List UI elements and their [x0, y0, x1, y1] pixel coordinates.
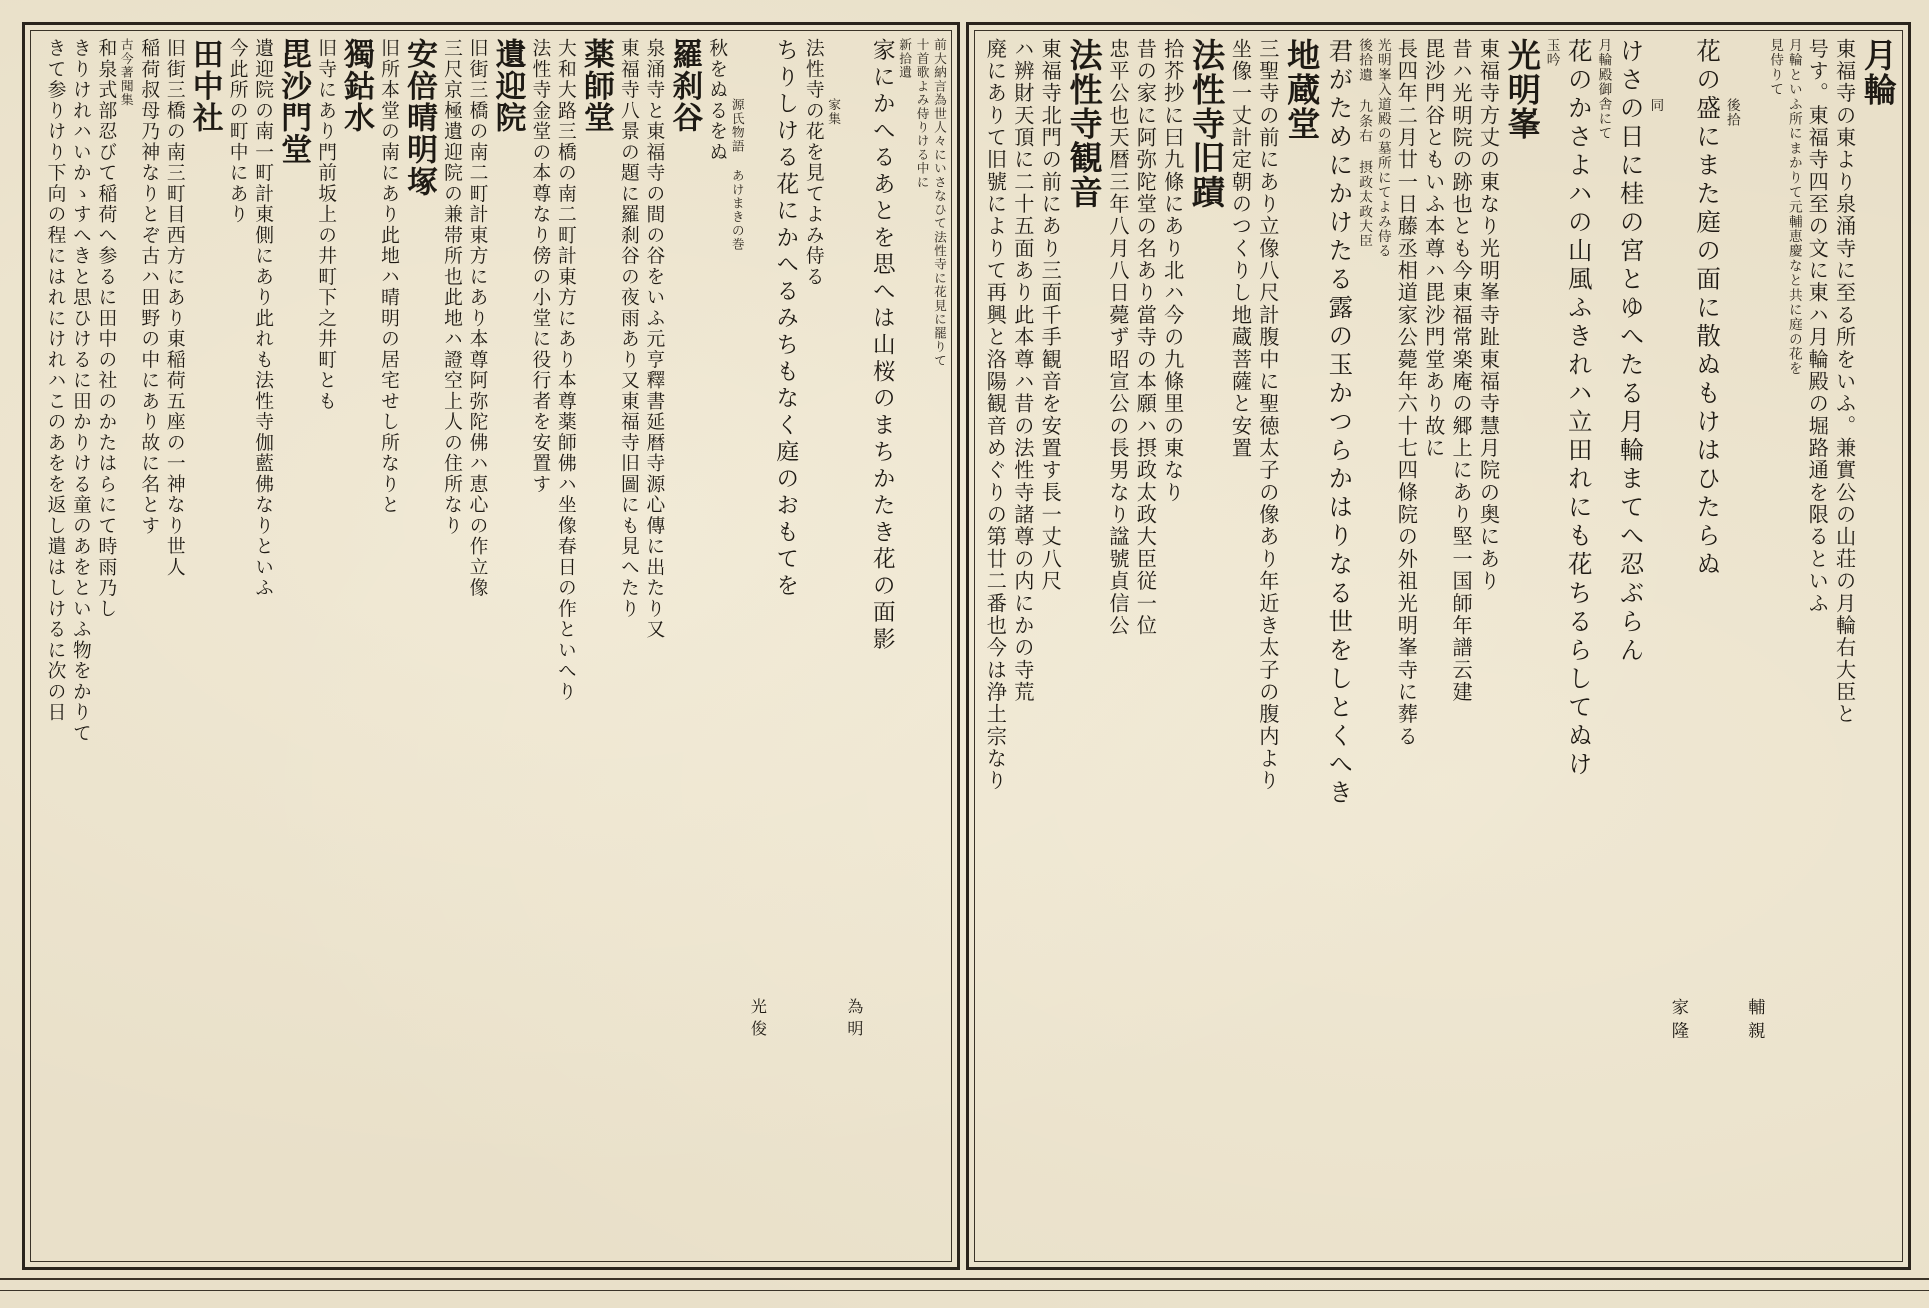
- body-text: 東福寺北門の前にあり三面千手観音を安置す長一丈八尺: [1038, 38, 1063, 593]
- poem-line: 花の盛にまた庭の面に散ぬもけはひたらぬ: [1693, 38, 1723, 580]
- section-heading: 薬師堂: [578, 38, 615, 134]
- body-text: 大和大路三橋の南二町計東方にあり本尊薬師佛ハ坐像春日の作といへり: [554, 38, 576, 702]
- body-text: 三尺京極遺迎院の兼帯所也此地ハ證空上人の住所なり: [441, 38, 462, 536]
- body-text: 東福寺方丈の東なり光明峯寺趾東福寺慧月院の奥にあり: [1476, 38, 1501, 593]
- body-text: きて参りけり下向の程にはれにけれハこのあをを返し遣はしけるに次の日: [44, 38, 66, 723]
- body-text: 泉涌寺と東福寺の間の谷をいふ元亨釋書延暦寺源心傳に出たり又: [643, 38, 665, 640]
- body-text: 拾芥抄に曰九條にあり北ハ今の九條里の東なり: [1160, 38, 1185, 504]
- body-text: 三聖寺の前にあり立像八尺計腹中に聖徳太子の像あり年近き太子の腹内より: [1255, 38, 1280, 793]
- body-text: 旧寺にあり門前坂上の井町下之井町とも: [315, 38, 337, 412]
- section-heading: 獨鈷水: [338, 38, 375, 134]
- section-heading: 田中社: [187, 38, 224, 134]
- section-heading: 羅刹谷: [666, 38, 703, 134]
- annotation-text: 光明峯入道殿の墓所にてよみ侍る: [1374, 38, 1391, 259]
- body-text: 旧所本堂の南にあり此地ハ晴明の居宅せし所なりと: [378, 38, 400, 516]
- body-text: 毘沙門谷ともいふ本尊ハ毘沙門堂あり故に: [1421, 38, 1446, 460]
- body-text: 東福寺八景の題に羅刹谷の夜雨あり又東福寺旧圖にも見へたり: [617, 38, 639, 619]
- body-text: 廃にありて旧號によりて再興と洛陽観音めぐりの第廿二番也今は浄土宗なり: [983, 38, 1008, 793]
- body-text: 稲荷叔母乃神なりとぞ古ハ田野の中にあり故に名とす: [138, 38, 160, 536]
- poet-name: 光俊: [748, 998, 768, 1043]
- body-text: 和泉式部忍びて稲荷へ参るに田中の社のかたはらにて時雨乃し: [95, 38, 117, 619]
- body-text: 号す。東福寺四至の文に東ハ月輪殿の堀路通を限るといふ: [1805, 38, 1830, 615]
- annotation-text: 源氏物語 あけまきの巻: [729, 98, 745, 252]
- body-text: 旧街三橋の南三町目西方にあり東稲荷五座の一神なり世人: [163, 38, 185, 578]
- annotation-text: 新拾遺: [897, 38, 913, 80]
- section-heading: 安倍晴明塚: [401, 38, 438, 198]
- poem-line: けさの日に桂の宮とゆへたる月輪まてへ忍ぶらん: [1616, 38, 1646, 666]
- poet-name: 輔親: [1744, 998, 1765, 1045]
- annotation-text: 後拾遺 九条右 摂政太政大臣: [1356, 38, 1373, 249]
- section-heading: 地蔵堂: [1282, 38, 1322, 141]
- bottom-rule-thin: [0, 1290, 1929, 1291]
- annotation-text: 月輪といふ所にまかりて元輔恵慶なと共に庭の花を: [1785, 38, 1802, 376]
- annotation-text: 家集: [826, 98, 842, 126]
- annotation-text: 同: [1647, 98, 1664, 113]
- body-text: 旧街三橋の南二町計東方にあり本尊阿弥陀佛ハ恵心の作立像: [466, 38, 488, 599]
- body-text: 坐像一丈計定朝のつくりし地蔵菩薩と安置: [1228, 38, 1253, 460]
- body-text: 忠平公也天暦三年八月八日薨ず昭宣公の長男なり諡號貞信公: [1105, 38, 1130, 637]
- annotation-text: 後拾: [1723, 98, 1740, 128]
- poet-name: 為明: [844, 998, 864, 1043]
- bottom-rule: [0, 1278, 1929, 1280]
- annotation-text: 見侍りて: [1767, 38, 1784, 97]
- body-text: 長四年二月廿一日藤丞相道家公薨年六十七四條院の外祖光明峯寺に葬る: [1394, 38, 1419, 748]
- body-text: 昔ハ光明院の跡也とも今東福常楽庵の郷上にあり堅一国師年譜云建: [1449, 38, 1474, 704]
- section-heading: 月輪: [1858, 38, 1898, 107]
- poet-name: 家隆: [1667, 998, 1688, 1045]
- body-text: 法性寺金堂の本尊なり傍の小堂に役行者を安置す: [529, 38, 551, 495]
- annotation-text: 前大納言為世人々にいさなひて法性寺に花見に罷りて: [931, 38, 947, 368]
- section-heading: 遺迎院: [489, 38, 526, 134]
- annotation-text: 古今著聞集: [118, 38, 134, 107]
- annotation-text: 玉吟: [1543, 38, 1560, 68]
- body-text: きりけれハいかゝすへきと思ひけるに田かりける童のあをといふ物をかりて: [69, 38, 91, 744]
- body-text: ハ辨財天頂に二十五面あり此本尊ハ昔の法性寺諸尊の内にかの寺荒: [1010, 38, 1035, 704]
- body-text: 遺迎院の南一町計東側にあり此れも法性寺伽藍佛なりといふ: [252, 38, 274, 599]
- body-text: 秋をぬるをぬ: [706, 38, 728, 163]
- body-text: 昔の家に阿弥陀堂の名あり當寺の本願ハ摂政太政大臣従一位: [1133, 38, 1158, 637]
- poem-line: 君がためにかけたる露の玉かつらかはりなる世をしとくへき: [1325, 38, 1355, 808]
- body-text: 今此所の町中にあり: [226, 38, 248, 225]
- annotation-text: 月輪殿御舎にて: [1595, 38, 1612, 141]
- body-text: 法性寺の花を見てよみ侍る: [802, 38, 824, 287]
- poem-line: ちりしける花にかへるみちもなく庭のおもてを: [772, 38, 799, 601]
- annotation-text: 十首歌よみ侍りける中に: [914, 38, 930, 189]
- poem-line: 家にかへるあとを思へは山桜のまちかたき花の面影: [868, 38, 895, 654]
- section-heading: 光明峯: [1502, 38, 1542, 141]
- section-heading: 法性寺旧蹟: [1187, 38, 1227, 209]
- body-text: 東福寺の東より泉涌寺に至る所をいふ。兼實公の山荘の月輪右大臣と: [1832, 38, 1857, 726]
- section-heading: 法性寺観音: [1064, 38, 1104, 209]
- section-heading: 毘沙門堂: [275, 38, 312, 166]
- poem-line: 花のかさよハの山風ふきれハ立田れにも花ちるらしてぬけ: [1564, 38, 1594, 780]
